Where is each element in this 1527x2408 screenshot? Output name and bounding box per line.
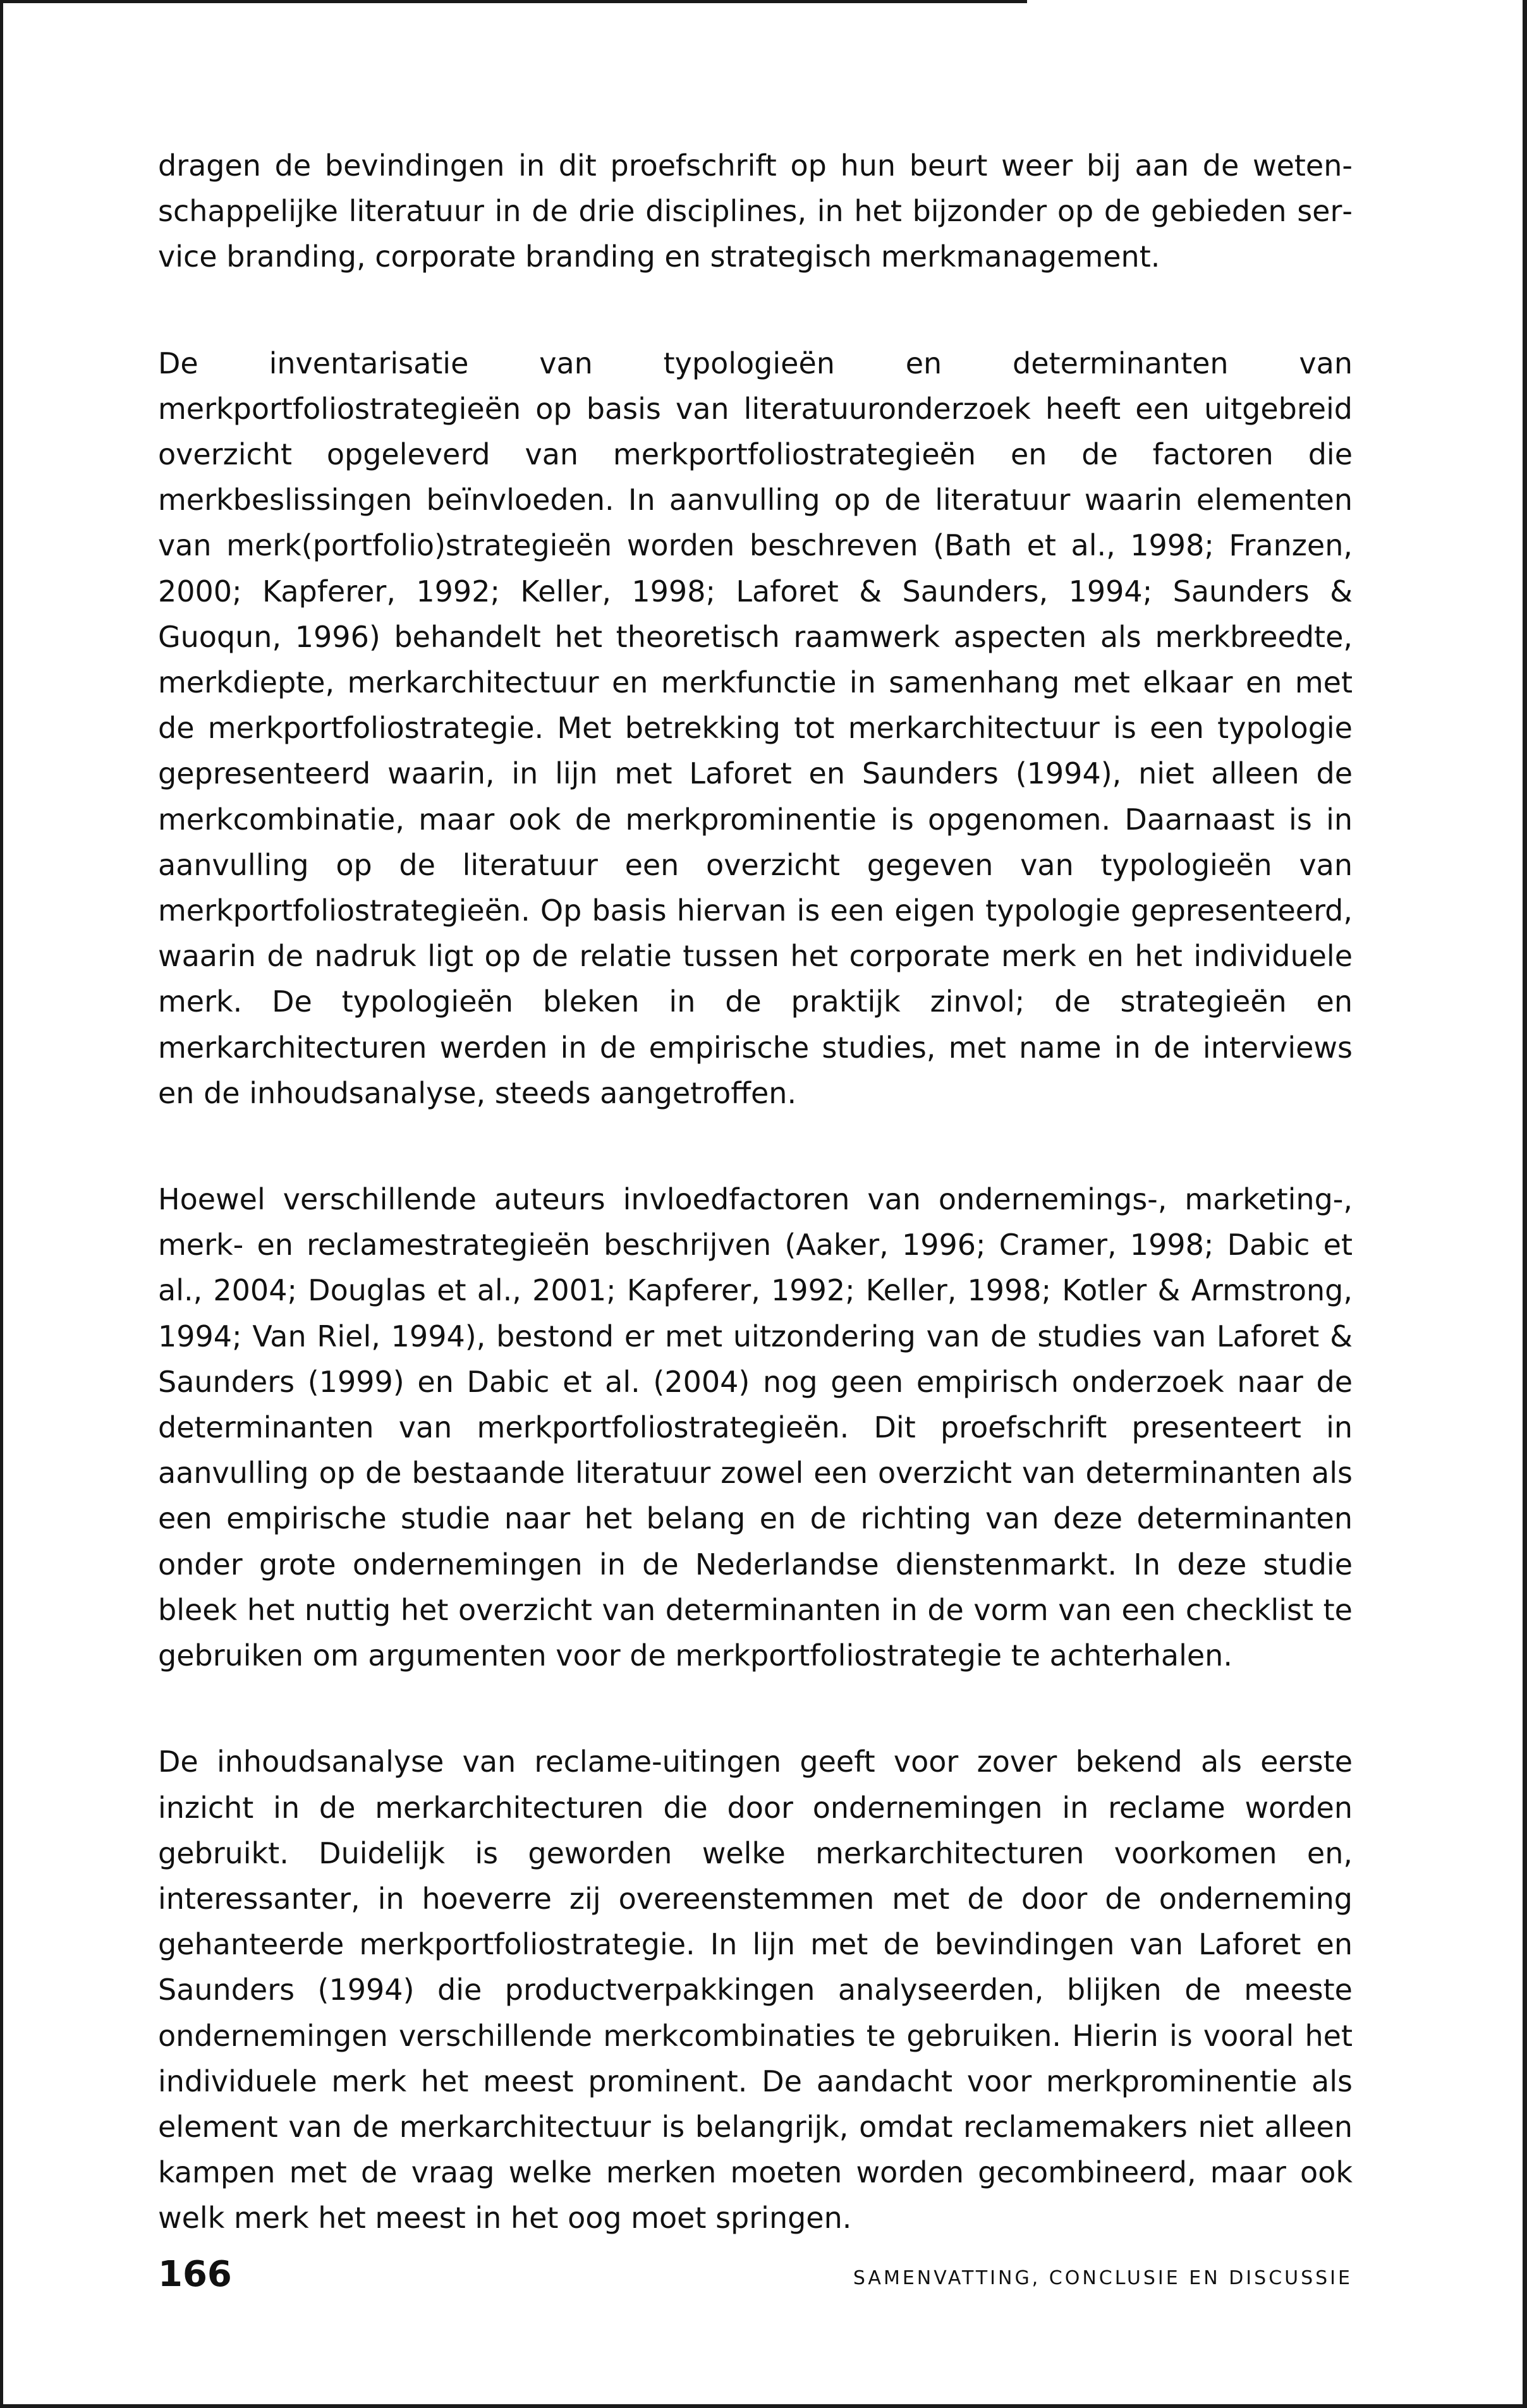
scan-border-left: [0, 0, 3, 2408]
paragraph-4: De inhoudsanalyse van reclame-uitingen geeft voor zover bekend als eerste inzicht in de merkarchitecturen die door ondernemingen in reclame worden gebruikt. Duidelijk is geworden welke merkarchitecturen voorkomen en, interessanter, in hoeverre zij overeenstemmen met de door de onderneming gehanteerde merkportfoliostrategie. In lijn met de bevindingen van Laforet en Saunders (1994) die productverpakkingen analyseerden, blijken de meeste ondernemingen verschillende merkcombinaties te gebruiken. Hierin is vooral het individuele merk het meest prominent. De aandacht voor merkprominentie als element van de merkarchitectuur is belangrijk, omdat reclamemakers niet alleen kampen met de vraag welke merken moeten worden gecombineerd, maar ook welk merk het meest in het oog moet springen.: [158, 1745, 1353, 2236]
paragraph-1: dragen de bevindingen in dit proefschrift op hun beurt weer bij aan de wetenschappelijke literatuur in de drie disciplines, in het bijzonder op de gebieden service branding, corporate branding en strategisch merkmanagement.: [158, 148, 1353, 274]
scan-border-bottom: [0, 2404, 1527, 2408]
page-footer: [158, 2253, 1353, 2303]
running-footer-title: SAMENVATTING, CONCLUSIE EN DISCUSSIE: [853, 2267, 1353, 2289]
paragraph-3: Hoewel verschillende auteurs invloedfactoren van ondernemings-, marketing-, merk- en reclamestrategieën beschrijven (Aaker, 1996; Cramer, 1998; Dabic et al., 2004; Douglas et al., 2001; Kapferer, 1992; Keller, 1998; Kotler & Armstrong, 1994; Van Riel, 1994), bestond er met uitzondering van de studies van Laforet & Saunders (1999) en Dabic et al. (2004) nog geen empirisch onderzoek naar de determinanten van merkportfoliostrategieën. Dit proefschrift presenteert in aanvulling op de bestaande literatuur zowel een overzicht van determinanten als een empirische studie naar het belang en de richting van deze determinanten onder grote ondernemingen in de Nederlandse dienstenmarkt. In deze studie bleek het nuttig het overzicht van determinanten in de vorm van een checklist te gebruiken om argumenten voor de merkportfoliostrategie te achterhalen.: [158, 1182, 1353, 1673]
scan-border-right: [1523, 0, 1527, 2408]
page-number: 166: [158, 2254, 232, 2295]
scan-border-top: [0, 0, 1027, 3]
body-text: [158, 143, 1353, 2302]
paragraph-2: De inventarisatie van typologieën en determinanten van merkportfoliostrategieën op basis van literatuuronderzoek heeft een uitgebreid overzicht opgeleverd van merkportfoliostrategieën en de factoren die merkbeslissingen beïnvloeden. In aanvulling op de literatuur waarin elementen van merk(portfolio)strategieën worden beschreven (Bath et al., 1998; Franzen, 2000; Kapferer, 1992; Keller, 1998; Laforet & Saunders, 1994; Saunders & Guoqun, 1996) behandelt het theoretisch raamwerk aspecten als merkbreedte, merkdiepte, merkarchitectuur en merkfunctie in samenhang met elkaar en met de merkportfoliostrategie. Met betrekking tot merkarchitectuur is een typologie gepresenteerd waarin, in lijn met Laforet en Saunders (1994), niet alleen de merkcombinatie, maar ook de merkprominentie is opgenomen. Daarnaast is in aanvulling op de literatuur een overzicht gegeven van typologieën van merkportfoliostrategieën. Op basis hiervan is een eigen typologie gepresenteerd, waarin de nadruk ligt op de relatie tussen het corporate merk en het individuele merk. De typologieën bleken in de praktijk zinvol; de strategieën en merkarchitecturen werden in de empirische studies, met name in de interviews en de inhoudsanalyse, steeds aangetroffen.: [158, 346, 1353, 1110]
